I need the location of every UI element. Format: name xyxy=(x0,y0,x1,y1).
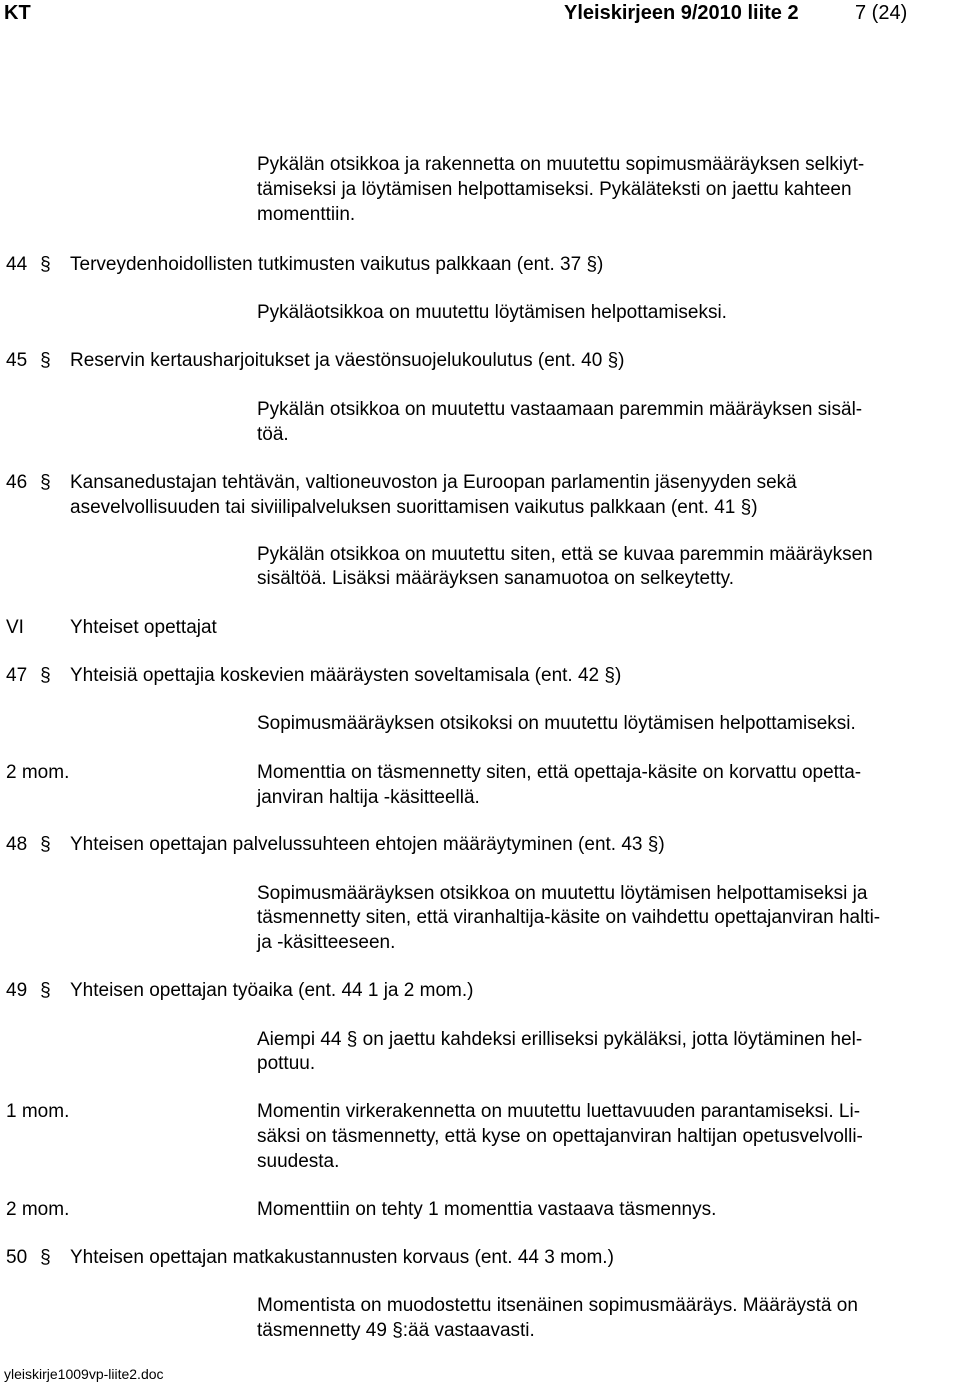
section-sign: § xyxy=(40,980,51,1001)
paragraph-line: Pykälän otsikkoa on muutettu vastaamaan paremmin määräyksen sisäl- xyxy=(257,399,863,420)
section-sign: § xyxy=(40,472,51,493)
paragraph-line: Momentista on muodostettu itsenäinen sopimusmääräys. Määräystä on xyxy=(257,1295,858,1316)
section-sign: § xyxy=(40,665,51,686)
paragraph-line: Momentin virkerakennetta on muutettu luettavuuden parantamiseksi. Li- xyxy=(257,1101,861,1122)
section-heading-47: 47 § xyxy=(6,664,58,688)
paragraph-line: Momenttiin on tehty 1 momenttia vastaava täsmennys. xyxy=(257,1199,717,1220)
paragraph-line: Pykälän otsikkoa ja rakennetta on muutettu sopimusmääräyksen selkiyt- xyxy=(257,154,865,175)
header-left: KT xyxy=(4,2,31,24)
paragraph-line: Sopimusmääräyksen otsikoksi on muutettu löytämisen helpottamiseksi. xyxy=(257,713,856,734)
section-title: Yhteisen opettajan työaika (ent. 44 1 ja 2 mom.) xyxy=(70,980,474,1001)
section-heading-48: 48 § xyxy=(6,833,58,857)
section-title: Yhteisen opettajan matkakustannusten korvaus (ent. 44 3 mom.) xyxy=(70,1247,614,1268)
section-title: asevelvollisuuden tai siviilipalveluksen suorittamisen vaikutus palkkaan (ent. 41 §) xyxy=(70,497,758,518)
paragraph-line: tämiseksi ja löytämisen helpottamiseksi. Pykäläteksti on jaettu kahteen xyxy=(257,179,852,200)
paragraph-line: Aiempi 44 § on jaettu kahdeksi erilliseksi pykäläksi, jotta löytäminen hel- xyxy=(257,1029,863,1050)
moment-label: 2 mom. xyxy=(6,1199,70,1220)
paragraph-line: Pykäläotsikkoa on muutettu löytämisen helpottamiseksi. xyxy=(257,302,727,323)
chapter-number: VI xyxy=(6,617,24,638)
section-title: Yhteisiä opettajia koskevien määräysten soveltamisala (ent. 42 §) xyxy=(70,665,622,686)
section-heading-46: 46 § xyxy=(6,471,58,495)
section-heading-45: 45 § xyxy=(6,349,58,373)
section-heading-44: 44 § xyxy=(6,253,58,277)
paragraph-line: säksi on täsmennetty, että kyse on opettajanviran haltijan opetusvelvolli- xyxy=(257,1126,863,1147)
section-sign: § xyxy=(346,1029,358,1050)
page-number: 7 (24) xyxy=(855,2,908,24)
paragraph-line: janviran haltija -käsitteellä. xyxy=(257,787,480,808)
moment-label: 1 mom. xyxy=(6,1101,70,1122)
section-title: Yhteisen opettajan palvelussuhteen ehtojen määräytyminen (ent. 43 §) xyxy=(70,834,665,855)
section-sign: § xyxy=(740,497,752,518)
paragraph-line: pottuu. xyxy=(257,1053,316,1074)
section-heading-49: 49 § xyxy=(6,979,58,1003)
header-title: Yleiskirjeen 9/2010 liite 2 xyxy=(564,2,799,24)
section-sign: § xyxy=(604,665,615,686)
chapter-title: Yhteiset opettajat xyxy=(70,617,217,638)
section-title: Reservin kertausharjoitukset ja väestönsuojelukoulutus (ent. 40 §) xyxy=(70,350,625,371)
paragraph-line: töä. xyxy=(257,424,289,445)
paragraph-line: täsmennetty 49 §:ää vastaavasti. xyxy=(257,1320,535,1341)
paragraph-line: ja -käsitteeseen. xyxy=(257,932,396,953)
paragraph-line: Sopimusmääräyksen otsikkoa on muutettu löytämisen helpottamiseksi ja xyxy=(257,883,868,904)
section-sign: § xyxy=(607,350,619,371)
moment-label: 2 mom. xyxy=(6,762,70,783)
section-title: Kansanedustajan tehtävän, valtioneuvoston ja Euroopan parlamentin jäsenyyden sekä xyxy=(70,472,797,493)
section-sign: § xyxy=(40,350,51,371)
section-sign: § xyxy=(40,254,51,275)
section-sign: § xyxy=(586,254,598,275)
paragraph-line: sisältöä. Lisäksi määräyksen sanamuotoa on selkeytetty. xyxy=(257,568,734,589)
section-title: Terveydenhoidollisten tutkimusten vaikutus palkkaan (ent. 37 §) xyxy=(70,254,604,275)
paragraph-line: momenttiin. xyxy=(257,204,356,225)
paragraph-line: suudesta. xyxy=(257,1151,340,1172)
section-sign: § xyxy=(392,1320,403,1341)
section-heading-50: 50 § xyxy=(6,1246,58,1270)
section-sign: § xyxy=(40,834,51,855)
section-sign: § xyxy=(647,834,659,855)
section-sign: § xyxy=(40,1247,51,1268)
paragraph-line: Momenttia on täsmennetty siten, että opettaja-käsite on korvattu opetta- xyxy=(257,762,862,783)
paragraph-line: täsmennetty siten, että viranhaltija-käsite on vaihdettu opettajanviran halti- xyxy=(257,907,881,928)
footer-filename: yleiskirje1009vp-liite2.doc xyxy=(4,1366,164,1382)
paragraph-line: Pykälän otsikkoa on muutettu siten, että se kuvaa paremmin määräyksen xyxy=(257,544,873,565)
